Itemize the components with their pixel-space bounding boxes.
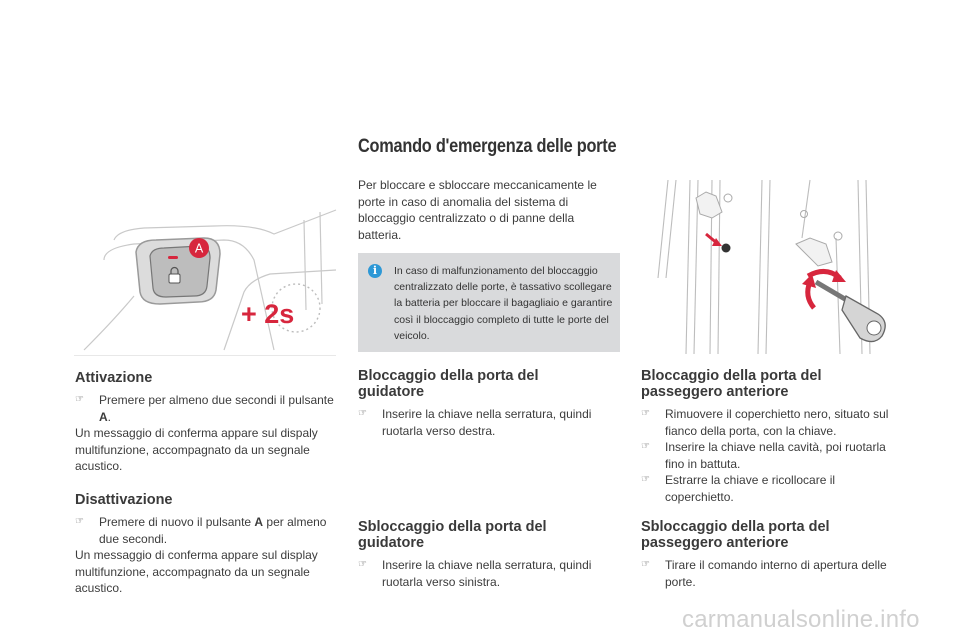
note-text: In caso di malfunzionamento del bloccaggio centralizzato delle porte, è tassativo scollegare la batteria per bloccare il bagagliaio e garantire così il bloccaggio completo di tutte le porte del veicolo. (394, 265, 613, 342)
bullet-icon: ☞ (641, 559, 650, 570)
bloccaggio-passeggero-section (641, 406, 903, 505)
disattivazione-section (75, 514, 337, 597)
sbloccaggio-guidatore-section (358, 557, 606, 590)
list-item: ☞ Tirare il comando interno di apertura delle porte. (641, 558, 887, 589)
list-item: ☞ Rimuovere il coperchietto nero, situato sul fianco della porta, con la chiave. (641, 407, 889, 438)
heading-attivazione: Attivazione (75, 370, 153, 386)
warning-note (358, 253, 620, 352)
list-item: ☞ Premere per almeno due secondi il pulsante A. (75, 393, 334, 424)
button-a-label: A (194, 241, 204, 256)
hold-duration-label: + 2s (241, 299, 295, 329)
list-item: ☞ Premere di nuovo il pulsante A per almeno due secondi. (75, 515, 327, 546)
bloccaggio-guidatore-section (358, 406, 606, 439)
page-title: Comando d'emergenza delle porte (358, 136, 617, 157)
lock-cover-cap (722, 244, 731, 253)
indicator-led (168, 256, 178, 259)
bullet-icon: ☞ (75, 394, 84, 405)
list-item: ☞ Estrarre la chiave e ricollocare il coperchietto. (641, 473, 836, 504)
bullet-icon: ☞ (641, 408, 650, 419)
bullet-icon: ☞ (641, 474, 650, 485)
heading-sbloccaggio-guidatore: Sbloccaggio della porta del guidatore (358, 519, 547, 551)
door-lock-illustration (650, 178, 900, 356)
sbloccaggio-passeggero-section (641, 557, 903, 590)
bullet-icon: ☞ (358, 408, 367, 419)
emergency-button-illustration (74, 200, 340, 356)
heading-disattivazione: Disattivazione (75, 492, 173, 508)
list-item: ☞ Inserire la chiave nella serratura, quindi ruotarla verso destra. (358, 407, 592, 438)
watermark: carmanualsonline.info (682, 606, 920, 633)
heading-bloccaggio-passeggero: Bloccaggio della porta del passeggero anteriore (641, 368, 822, 400)
bullet-icon: ☞ (75, 516, 84, 527)
bullet-icon: ☞ (358, 559, 367, 570)
list-item: ☞ Inserire la chiave nella serratura, quindi ruotarla verso sinistra. (358, 558, 592, 589)
intro-text: Per bloccare e sbloccare meccanicamente le porte in caso di anomalia del sistema di bloccaggio centralizzato o di panne della batteria. (358, 178, 597, 242)
info-icon: i (368, 264, 382, 278)
heading-bloccaggio-guidatore: Bloccaggio della porta del guidatore (358, 368, 539, 400)
key-icon (816, 282, 885, 342)
attivazione-text: Un messaggio di conferma appare sul dispaly multifunzione, accompagnato da un segnale acustico. (75, 426, 318, 473)
attivazione-section (75, 392, 337, 475)
heading-sbloccaggio-passeggero: Sbloccaggio della porta del passeggero anteriore (641, 519, 830, 551)
list-item: ☞ Inserire la chiave nella cavità, poi ruotarla fino in battuta. (641, 440, 886, 471)
bullet-icon: ☞ (641, 441, 650, 452)
disattivazione-text: Un messaggio di conferma appare sul display multifunzione, accompagnato da un segnale acustico. (75, 548, 318, 595)
